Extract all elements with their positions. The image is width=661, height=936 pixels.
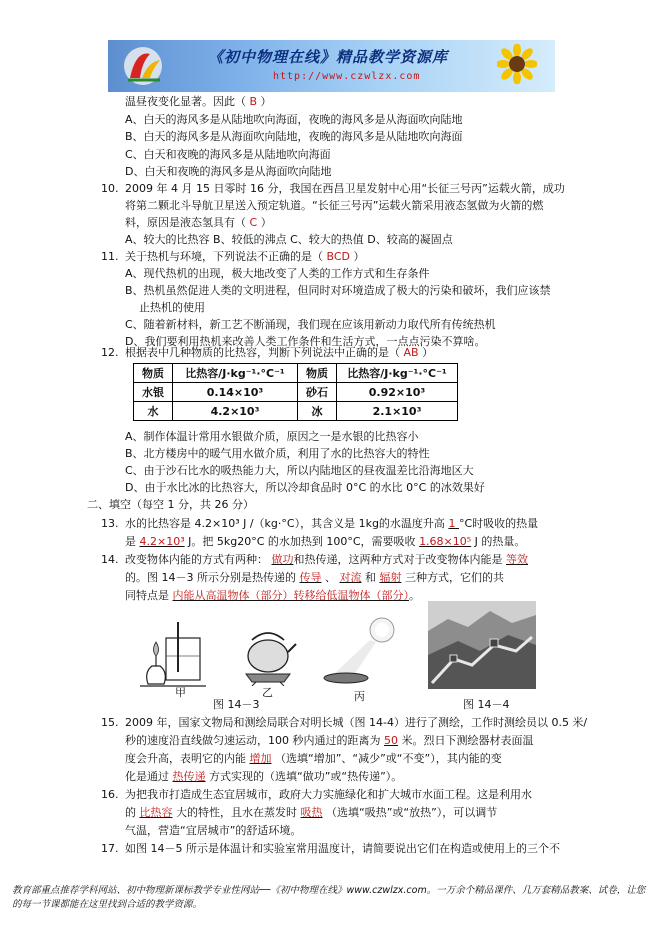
q10-line-1: 10. 2009 年 4 月 15 日零时 16 分，我国在西昌卫星发射中心用“长征三号丙”运载火箭，成功 (101, 182, 565, 195)
q10-line-3: 料，原因是液态氢具有（ C ） (125, 216, 272, 229)
q14-answer-4: 对流 (339, 571, 362, 584)
figure-label-yi: 乙 (262, 686, 273, 699)
q11-option-c: C、随着新材料，新工艺不断涌现，我们现在应该用新动力取代所有传统热机 (125, 318, 496, 331)
figure-caption-14-4: 图 14－4 (463, 698, 510, 711)
table-row (134, 364, 458, 383)
q12-option-b: B、北方楼房中的暖气用水做介质，利用了水的比热容大的特性 (125, 447, 430, 460)
specific-heat-table (133, 363, 458, 421)
q14-answer-3: 传导 (299, 571, 322, 584)
figure-jia-alcohol-lamp-beaker (138, 612, 208, 692)
q9-answer: B (249, 95, 258, 108)
figure-label-bing: 丙 (354, 690, 365, 703)
table-cell: 砂石 (298, 383, 337, 402)
figure-label-jia: 甲 (175, 686, 186, 699)
q10-line-2: 将第二颗北斗导航卫星送入预定轨道。“长征三号丙”运载火箭采用液态氢做为火箭的燃 (125, 199, 544, 212)
q13-line-2: 是 4.2×10³ J。把 5kg20°C 的水加热到 100°C，需要吸收 1.68×10⁵ J 的热量。 (125, 535, 526, 548)
q11-option-a: A、现代热机的出现，极大地改变了人类的工作方式和生存条件 (125, 267, 430, 280)
figure-yi-kettle (238, 616, 298, 686)
table-cell: 冰 (298, 402, 337, 421)
table-cell: 4.2×10³ (173, 402, 298, 421)
q16-answer-2: 吸热 (300, 806, 323, 819)
q10-answer: C (249, 216, 258, 229)
table-header-cell: 物质 (298, 364, 337, 383)
q14-answer-6: 内能从高温物体（部分）转移给低温物体（部分） (172, 589, 409, 602)
q13-answer-1: 1 (448, 517, 456, 530)
table-cell: 水银 (134, 383, 173, 402)
q15-line-1: 15. 2009 年，国家文物局和测绘局联合对明长城（图 14-4）进行了测绘，工作时测绘员以 0.5 米/ (101, 716, 588, 729)
q14-line-2: 的。图 14－3 所示分别是热传递的 传导 、 对流 和 辐射 三种方式，它们的共 (125, 571, 504, 584)
q12-option-c: C、由于沙石比水的吸热能力大，所以内陆地区的昼夜温差比沿海地区大 (125, 464, 474, 477)
q11-answer: BCD (326, 250, 351, 263)
figure-great-wall-photo (428, 601, 536, 689)
q14-line-1: 14. 改变物体内能的方式有两种： 做功和热传递，这两种方式对于改变物体内能是 等效 (101, 553, 528, 566)
sunflower-icon (497, 44, 537, 84)
q17-line-1: 17. 如图 14－5 所示是体温计和实验室常用温度计，请简要说出它们在构造或使用上的三个不 (101, 842, 560, 855)
q9-text: 温昼夜变化显著。因此（ B ） (125, 95, 272, 108)
table-cell: 水 (134, 402, 173, 421)
q12-option-d: D、由于水比冰的比热容大，所以冷却食品时 0°C 的水比 0°C 的冰效果好 (125, 481, 485, 494)
q16-line-2: 的 比热容 大的特性，且水在蒸发时 吸热 （选填“吸热”或“放热”），可以调节 (125, 806, 498, 819)
banner-url[interactable]: http://www.czwlzx.com (273, 71, 421, 82)
q11-option-b: B、热机虽然促进人类的文明进程，但同时对环境造成了极大的污染和破坏，我们应该禁 (125, 284, 551, 297)
q12-option-a: A、制作体温计常用水银做介质，原因之一是水银的比热容小 (125, 430, 419, 443)
q9-option-a: A、白天的海风多是从陆地吹向海面，夜晚的海风多是从海面吹向陆地 (125, 113, 463, 126)
q14-answer-1: 做功 (271, 553, 294, 566)
q13-line-1: 13. 水的比热容是 4.2×10³ J /（kg·°C），其含义是 1kg的水温度升高 1 °C时吸收的热量 (101, 517, 539, 530)
table-row (134, 383, 458, 402)
table-header-cell: 比热容/J·kg⁻¹·°C⁻¹ (337, 364, 458, 383)
header-banner (108, 40, 555, 92)
q14-answer-5: 辐射 (379, 571, 402, 584)
q12-stem: 12. 根据表中几种物质的比热容，判断下列说法中正确的是（ AB ） (101, 346, 434, 359)
q16-line-3: 气温，营造“宜居城市”的舒适环境。 (125, 824, 302, 837)
q15-answer-2: 增加 (249, 752, 272, 765)
table-cell: 0.92×10³ (337, 383, 458, 402)
q14-answer-2: 等效 (506, 553, 528, 566)
figure-caption-14-3: 图 14－3 (213, 698, 260, 711)
table-cell: 0.14×10³ (173, 383, 298, 402)
q9-option-c: C、白天和夜晚的海风多是从陆地吹向海面 (125, 148, 331, 161)
q15-answer-3: 热传递 (172, 770, 206, 783)
banner-title: 《初中物理在线》精品教学资源库 (208, 48, 449, 66)
q14-line-3: 同特点是 内能从高温物体（部分）转移给低温物体（部分）。 (125, 589, 420, 602)
q9-option-b: B、白天的海风多是从海面吹向陆地，夜晚的海风多是从陆地吹向海面 (125, 130, 463, 143)
q13-answer-2: 4.2×10³ (139, 535, 185, 548)
q11-option-b-cont: 止热机的使用 (139, 301, 205, 314)
q15-answer-1: 50 (384, 734, 398, 747)
table-header-cell: 物质 (134, 364, 173, 383)
table-cell: 2.1×10³ (337, 402, 458, 421)
figure-bing-sun-radiation (312, 612, 412, 692)
page-footer: 教育部重点推荐学科网站、初中物理新课标教学专业性网站──《初中物理在线》www.czwlzx.com。一万余个精品课件、几万套精品教案、试卷，让您的每一节课都能在这里找到合适的教学资源。 (12, 885, 646, 910)
q9-option-d: D、白天和夜晚的海风多是从海面吹向陆地 (125, 165, 332, 178)
q11-option-d: D、我们要利用热机来改善人类工作条件和生活方式，一点点污染不算啥。 (125, 335, 486, 348)
section-title-fill-in: 二、填空（每空 1 分，共 26 分） (87, 498, 254, 511)
q15-line-2: 秒的速度沿直线做匀速运动，100 秒内通过的距离为 50 米。烈日下测绘器材表面温 (125, 734, 534, 747)
q15-line-4: 化是通过 热传递 方式实现的（选填“做功”或“热传递”）。 (125, 770, 403, 783)
q12-answer: AB (403, 346, 419, 359)
table-header-cell: 比热容/J·kg⁻¹·°C⁻¹ (173, 364, 298, 383)
table-row (134, 402, 458, 421)
q11-stem: 11. 关于热机与环境，下列说法不正确的是（ BCD ） (101, 250, 365, 263)
logo-icon (120, 44, 166, 88)
q16-answer-1: 比热容 (139, 806, 173, 819)
q15-line-3: 度会升高，表明它的内能 增加 （选填“增加”、“减少”或“不变”），其内能的变 (125, 752, 502, 765)
q10-options: A、较大的比热容 B、较低的沸点 C、较大的热值 D、较高的凝固点 (125, 233, 453, 246)
q16-line-1: 16. 为把我市打造成生态宜居城市，政府大力实施绿化和扩大城市水面工程。这是利用水 (101, 788, 532, 801)
q13-answer-3: 1.68×10⁵ (419, 535, 472, 548)
